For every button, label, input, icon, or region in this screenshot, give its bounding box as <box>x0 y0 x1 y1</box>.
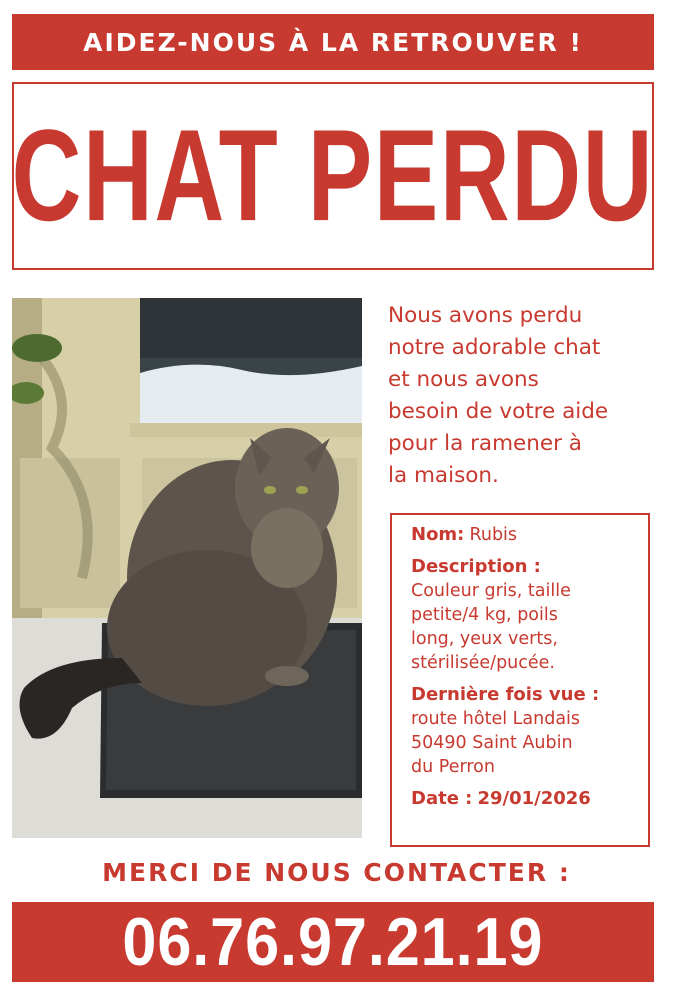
date-label: Date : <box>411 788 473 809</box>
date-value: 29/01/2026 <box>477 788 591 809</box>
cat-photo <box>12 298 362 838</box>
intro-text <box>388 300 658 492</box>
details-box <box>390 513 650 847</box>
name-value: Rubis <box>469 525 518 545</box>
intro-line: Nous avons perdu <box>388 303 583 328</box>
top-banner <box>12 14 654 70</box>
last-seen-line: 50490 Saint Aubin <box>411 733 573 753</box>
date-row <box>411 787 634 811</box>
last-seen-line: du Perron <box>411 757 495 777</box>
description-label: Description : <box>411 556 541 577</box>
page-title: CHAT PERDU <box>11 103 655 249</box>
intro-line: la maison. <box>388 463 499 488</box>
intro-line: pour la ramener à <box>388 431 582 456</box>
description-line: stérilisée/pucée. <box>411 653 555 673</box>
phone-number: 06.76.97.21.19 <box>122 904 544 980</box>
description-line: petite/4 kg, poils <box>411 605 558 625</box>
title-box <box>12 82 654 270</box>
description-line: Couleur gris, taille <box>411 581 571 601</box>
last-seen-row <box>411 683 634 779</box>
phone-banner <box>12 902 654 982</box>
intro-line: besoin de votre aide <box>388 399 609 424</box>
last-seen-label: Dernière fois vue : <box>411 684 600 705</box>
name-label: Nom: <box>411 524 465 545</box>
name-row <box>411 523 634 547</box>
top-banner-text: AIDEZ-NOUS À LA RETROUVER ! <box>83 27 583 57</box>
description-row <box>411 555 634 675</box>
last-seen-line: route hôtel Landais <box>411 709 581 729</box>
description-line: long, yeux verts, <box>411 629 558 649</box>
contact-heading: MERCI DE NOUS CONTACTER : <box>102 858 571 887</box>
intro-line: et nous avons <box>388 367 539 392</box>
intro-line: notre adorable chat <box>388 335 601 360</box>
